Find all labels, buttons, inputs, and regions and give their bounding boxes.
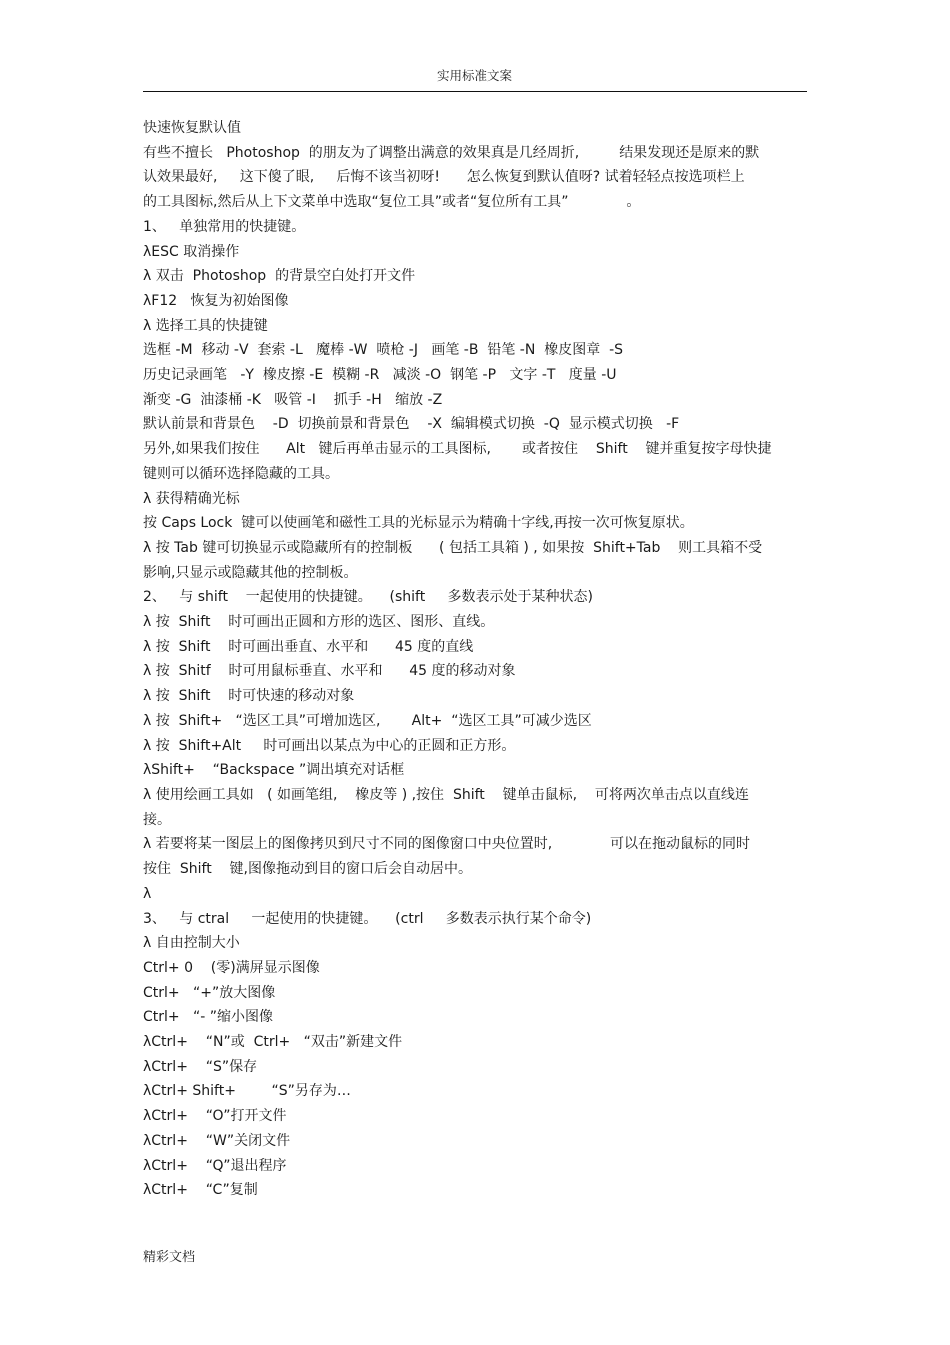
text-line: λ 使用绘画工具如 ( 如画笔组, 橡皮等 ) ,按住 Shift 键单击鼠标, 可将两次单击点以直线连 — [143, 786, 749, 803]
text-line: λCtrl+ “O”打开文件 — [143, 1108, 287, 1125]
text-line: λ 按 Tab 键可切换显示或隐藏所有的控制板 ( 包括工具箱 ) , 如果按 Shift+Tab 则工具箱不受 — [143, 539, 763, 556]
text-line: 默认前景和背景色 -D 切换前景和背景色 -X 编辑模式切换 -Q 显示模式切换 -F — [143, 416, 680, 433]
text-line: λ 按 Shift 时可画出垂直、水平和 45 度的直线 — [143, 638, 474, 655]
text-line: 3、 与 ctral 一起使用的快捷键。 (ctrl 多数表示执行某个命令) — [143, 910, 592, 927]
text-line: 接。 — [143, 811, 171, 828]
text-line: 快速恢复默认值 — [143, 120, 241, 136]
text-line: 影响,只显示或隐藏其他的控制板。 — [143, 564, 358, 581]
text-line: 按 Caps Lock 键可以使画笔和磁性工具的光标显示为精确十字线,再按一次可恢复原状。 — [143, 515, 694, 532]
text-line: 2、 与 shift 一起使用的快捷键。 (shift 多数表示处于某种状态) — [143, 589, 593, 606]
text-line: λ 按 Shift+Alt 时可画出以某点为中心的正圆和正方形。 — [143, 737, 516, 754]
text-line: 有些不擅长 Photoshop 的朋友为了调整出满意的效果真是几经周折, 结果发现还是原来的默 — [143, 144, 760, 161]
text-line: λ 若要将某一图层上的图像拷贝到尺寸不同的图像窗口中央位置时, 可以在拖动鼠标的同时 — [143, 836, 751, 853]
text-line: 1、 单独常用的快捷键。 — [143, 218, 306, 235]
header-divider — [143, 91, 807, 92]
text-line: λ 按 Shift 时可快速的移动对象 — [143, 688, 355, 705]
text-line: 按住 Shift 键,图像拖动到目的窗口后会自动居中。 — [143, 861, 472, 878]
text-line: Ctrl+ “- ”缩小图像 — [143, 1009, 273, 1026]
text-line: λCtrl+ “Q”退出程序 — [143, 1157, 287, 1174]
text-line: λ 双击 Photoshop 的背景空白处打开文件 — [143, 268, 416, 285]
text-line: λCtrl+ “N”或 Ctrl+ “双击”新建文件 — [143, 1034, 403, 1051]
page-header: 实用标准文案 — [436, 68, 512, 83]
text-line: λ 选择工具的快捷键 — [143, 317, 268, 334]
page-footer: 精彩文档 — [143, 1250, 196, 1265]
text-line: λShift+ “Backspace ”调出填充对话框 — [143, 762, 405, 779]
document-body — [143, 116, 803, 1203]
text-line: λ 获得精确光标 — [143, 490, 240, 507]
text-line: 认效果最好, 这下傻了眼, 后悔不该当初呀! 怎么恢复到默认值呀? 试着轻轻点按选项栏上 — [143, 169, 745, 186]
text-line: λESC 取消操作 — [143, 243, 240, 260]
text-line: λCtrl+ “W”关闭文件 — [143, 1132, 291, 1149]
text-line: Ctrl+ 0 (零)满屏显示图像 — [143, 959, 320, 976]
text-line: λ 按 Shift+ “选区工具”可增加选区, Alt+ “选区工具”可减少选区 — [143, 712, 592, 729]
text-line: 键则可以循环选择隐藏的工具。 — [143, 465, 339, 482]
text-line: λCtrl+ “S”保存 — [143, 1058, 258, 1075]
text-line: Ctrl+ “+”放大图像 — [143, 984, 276, 1001]
text-line: 历史记录画笔 -Y 橡皮擦 -E 模糊 -R 减淡 -O 钢笔 -P 文字 -T 度量 -U — [143, 367, 617, 384]
text-line: 的工具图标,然后从上下文菜单中选取“复位工具”或者“复位所有工具” 。 — [143, 194, 641, 211]
text-line: λ — [143, 885, 152, 902]
text-line: λCtrl+ “C”复制 — [143, 1182, 258, 1199]
text-line: 渐变 -G 油漆桶 -K 吸管 -I 抓手 -H 缩放 -Z — [143, 391, 443, 408]
text-line: λ 按 Shitf 时可用鼠标垂直、水平和 45 度的移动对象 — [143, 663, 516, 680]
text-line: λ 自由控制大小 — [143, 935, 240, 952]
text-line: 另外,如果我们按住 Alt 键后再单击显示的工具图标, 或者按住 Shift 键并重复按字母快捷 — [143, 441, 772, 458]
text-line: λ 按 Shift 时可画出正圆和方形的选区、图形、直线。 — [143, 614, 495, 631]
text-line: 选框 -M 移动 -V 套索 -L 魔棒 -W 喷枪 -J 画笔 -B 铅笔 -N 橡皮图章 -S — [143, 342, 624, 359]
text-line: λF12 恢复为初始图像 — [143, 292, 289, 309]
text-line: λCtrl+ Shift+ “S”另存为… — [143, 1083, 351, 1100]
